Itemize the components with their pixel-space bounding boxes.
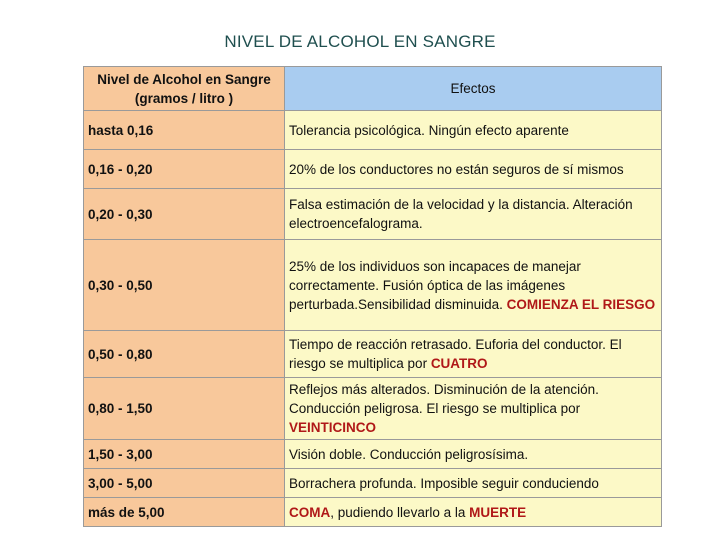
level-cell: hasta 0,16 <box>84 111 285 150</box>
effect-text: 20% de los conductores no están seguros de sí mismos <box>289 161 624 177</box>
table-row <box>84 150 662 189</box>
level-cell: 0,20 - 0,30 <box>84 189 285 240</box>
highlight-text: COMA <box>289 504 331 520</box>
highlight-text: VEINTICINCO <box>289 420 377 435</box>
level-cell: 1,50 - 3,00 <box>84 440 285 469</box>
effect-text: Reflejos más alterados. Disminución de la atención. Conducción peligrosa. El riesgo se multiplica por <box>289 382 599 416</box>
table-row <box>84 189 662 240</box>
effect-text: Tolerancia psicológica. Ningún efecto aparente <box>289 122 569 138</box>
effect-text: , pudiendo llevarlo a la <box>330 504 470 520</box>
effect-text: Falsa estimación de la velocidad y la distancia. Alteración electroencefalograma. <box>289 197 633 231</box>
header-level-line2: (gramos / litro ) <box>134 90 234 106</box>
effect-cell <box>285 150 662 189</box>
alcohol-effects-table <box>83 66 662 527</box>
level-cell: 3,00 - 5,00 <box>84 469 285 498</box>
highlight-text: COMIENZA EL RIESGO <box>506 296 656 312</box>
effect-text: Visión doble. Conducción peligrosísima. <box>289 446 529 462</box>
effect-cell <box>285 440 662 469</box>
table-row <box>84 378 662 440</box>
effect-cell <box>285 469 662 498</box>
effect-text: Tiempo de reacción retrasado. Euforia del conductor. El riesgo se multiplica por <box>289 337 622 371</box>
effect-cell <box>285 189 662 240</box>
table-header-row <box>84 67 662 111</box>
table-row <box>84 469 662 498</box>
table-row <box>84 440 662 469</box>
table-row <box>84 240 662 331</box>
level-cell: 0,80 - 1,50 <box>84 378 285 440</box>
effect-cell <box>285 111 662 150</box>
page-title: NIVEL DE ALCOHOL EN SANGRE <box>224 32 496 51</box>
effect-text: Borrachera profunda. Imposible seguir conduciendo <box>289 475 599 491</box>
level-cell: más de 5,00 <box>84 498 285 527</box>
table-row <box>84 111 662 150</box>
header-level <box>84 67 285 111</box>
header-level-line1: Nivel de Alcohol en Sangre <box>97 71 271 87</box>
highlight-text: CUATRO <box>430 356 488 371</box>
table-row <box>84 498 662 527</box>
table-row <box>84 331 662 378</box>
effect-cell <box>285 378 662 440</box>
effect-cell <box>285 240 662 331</box>
effect-cell <box>285 498 662 527</box>
header-effects: Efectos <box>285 67 662 111</box>
effect-cell <box>285 331 662 378</box>
level-cell: 0,30 - 0,50 <box>84 240 285 331</box>
level-cell: 0,16 - 0,20 <box>84 150 285 189</box>
level-cell: 0,50 - 0,80 <box>84 331 285 378</box>
effect-text: 25% de los individuos son incapaces de manejar correctamente. Fusión óptica de las imágenes perturbada.Sensibilidad disminuida. <box>289 258 581 312</box>
highlight-text: MUERTE <box>469 504 527 520</box>
